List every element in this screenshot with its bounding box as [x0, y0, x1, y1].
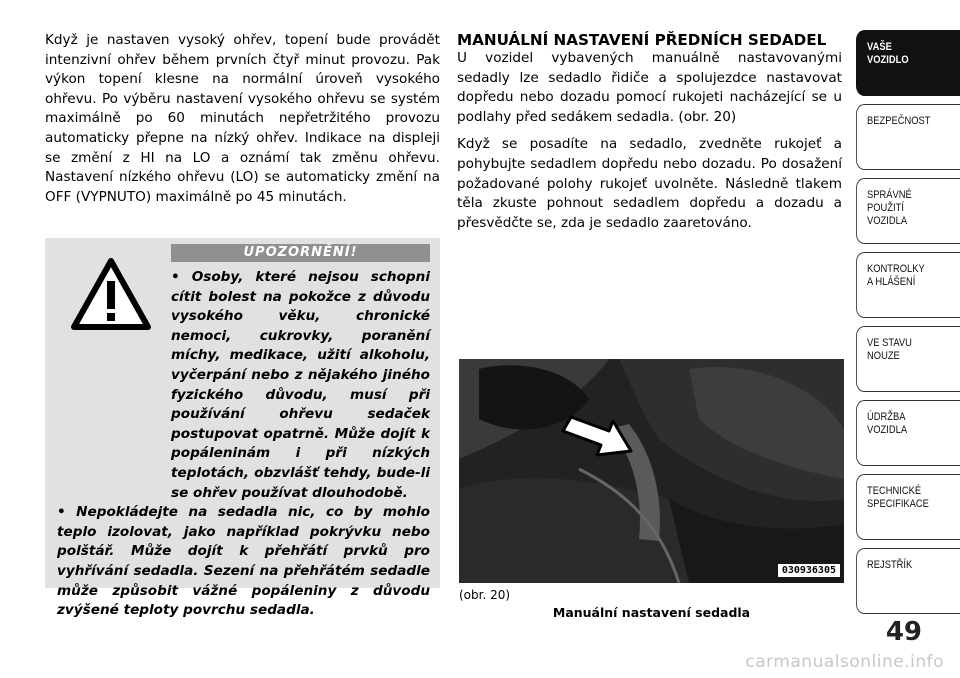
tab-technicke-specifikace[interactable]: [856, 474, 960, 540]
right-column: [457, 31, 842, 233]
tab-udrzba[interactable]: [856, 400, 960, 466]
figure-ref: (obr. 20): [459, 588, 511, 602]
tab-label: SPRÁVNÉ POUŽITÍ VOZIDLA: [867, 189, 912, 227]
seat-adjust-photo: [459, 359, 844, 583]
seat-paragraph-2: Když se posadíte na sedadlo, zvedněte rukojeť a pohybujte sedadlem dopředu nebo dozadu. Po dosažení požadované polohy rukojeť uvolněte. Následně tlakem těla zkuste pohnout sedadlem dopředu a dozadu a přesvědčte se, zda je sedadlo zaaretováno.: [457, 136, 842, 231]
tab-kontrolky[interactable]: [856, 252, 960, 318]
tab-label: VE STAVU NOUZE: [867, 337, 912, 362]
watermark: carmanualsonline.info: [745, 652, 944, 672]
warning-title: UPOZORNĚNÍ!: [171, 244, 430, 262]
section-heading: MANUÁLNÍ NASTAVENÍ PŘEDNÍCH SEDADEL: [457, 31, 827, 49]
seat-photo-drawing: [459, 359, 844, 583]
warning-item-2: • Nepokládejte na sedadla nic, co by mohlo teplo izolovat, jako například pokrývku nebo polštář. Může dojít k přehřátí prvků pro vyhřívání sedadla. Sezení na přehřátém sedadle může způsobit vážné popáleniny z důvodu zvýšené teploty povrchu sedadla.: [57, 504, 430, 619]
tab-ve-stavu-nouze[interactable]: [856, 326, 960, 392]
page-number: 49: [885, 617, 922, 647]
tab-vase-vozidlo[interactable]: [856, 30, 960, 96]
warning-box: [45, 238, 440, 619]
warning-triangle-icon: [61, 246, 161, 341]
tab-bezpecnost[interactable]: [856, 104, 960, 170]
tab-label: BEZPEČNOST: [867, 115, 931, 127]
figure-caption: Manuální nastavení sedadla: [552, 605, 751, 620]
seat-paragraph-1: U vozidel vybavených manuálně nastavovanými sedadly lze sedadlo řidiče a spolujezdce nastavovat dopředu nebo dozadu pomocí rukojeti nacházející se u podlahy před sedákem sedadla. (obr. 20): [457, 50, 842, 125]
photo-code: 030936305: [778, 564, 840, 577]
tab-spravne-pouziti[interactable]: [856, 178, 960, 244]
chapter-tabs: [856, 30, 960, 622]
tab-label: REJSTŘÍK: [867, 559, 913, 571]
tab-label: ÚDRŽBA VOZIDLA: [867, 411, 908, 436]
tab-label: VAŠE VOZIDLO: [867, 41, 909, 66]
tab-rejstrik[interactable]: [856, 548, 960, 614]
left-column: [45, 31, 440, 207]
heat-paragraph: Když je nastaven vysoký ohřev, topení bude provádět intenzivní ohřev během prvních čtyř minut provozu. Pak výkon topení klesne na normální úroveň vysokého ohřevu. Po výběru nastavení vysokého ohřevu se systém maximálně po 60 minutách nepřetržitého provozu automaticky přepne na nízký ohřev. Indikace na displeji se změní z HI na LO a oznámí tak změnu ohřevu. Nastavení nízkého ohřevu (LO) se automaticky změní na OFF (VYPNUTO) maximálně po 45 minutách.: [45, 32, 440, 205]
tab-label: TECHNICKÉ SPECIFIKACE: [867, 485, 929, 510]
warning-item-1: • Osoby, které nejsou schopni cítit bolest na pokožce z důvodu vysokého věku, chronické nemoci, cukrovky, poranění míchy, medikace, užití alkoholu, vyčerpání nebo z nějakého jiného fyzického důvodu, musí při používání ohřevu sedaček postupovat opatrně. Může dojít k popáleninám i při nízkých teplotách, obzvlášť tehdy, bude-li se ohřev používat dlouhodobě.: [171, 269, 430, 501]
tab-label: KONTROLKY A HLÁŠENÍ: [867, 263, 925, 288]
